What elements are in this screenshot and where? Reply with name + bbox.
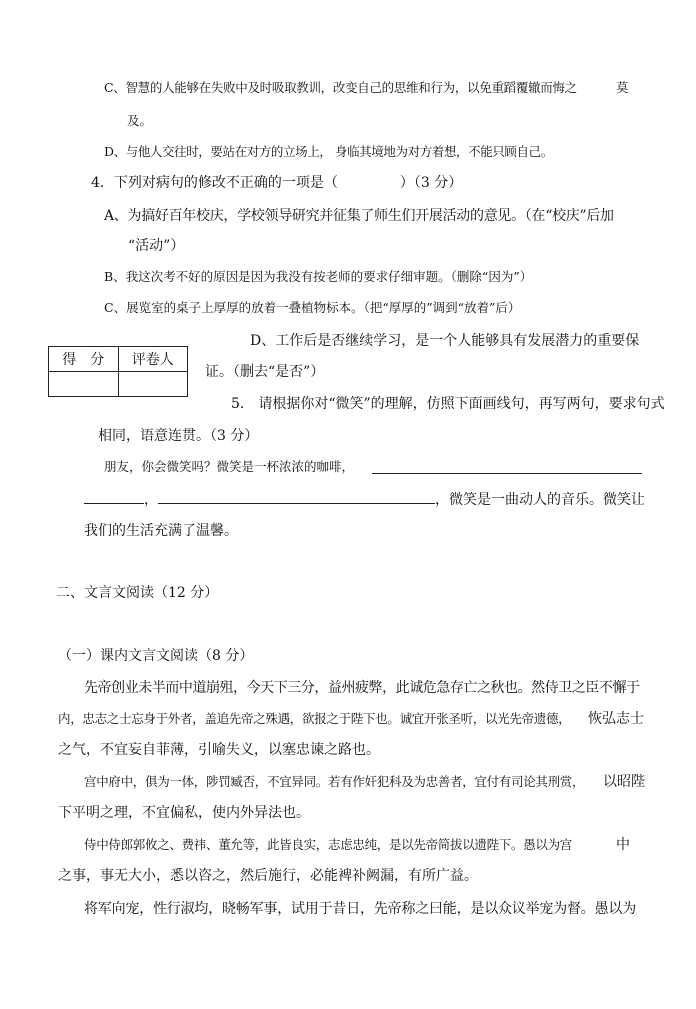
q4-option-d-line1: D、工作后是否继续学习，是一个人能够具有发展潜力的重要保 [250,333,640,349]
passage-p2-line1: 宫中府中，俱为一体，陟罚臧否，不宜异同。若有作奸犯科及为忠善者，宜付有司论其刑赏， [84,774,585,789]
q4-stem [91,176,462,190]
grader-cell[interactable] [118,372,188,397]
q5-answer-blank-3[interactable] [158,503,435,504]
passage-p1-line1: 先帝创业未半而中道崩殂，今天下三分，益州疲弊，此诚危急存亡之秋也。然侍卫之臣不懈于 [84,680,640,696]
q4-option-d-line2: 证。（删去“是否”） [205,364,325,380]
passage-p3-line2: 之事，事无大小，悉以咨之，然后施行，必能裨补阙漏，有所广益。 [58,868,478,884]
q5-example-end: 我们的生活充满了温馨。 [84,523,238,539]
passage-p1-line3: 之气，不宜妄自菲薄，引喻失义，以塞忠谏之路也。 [58,742,380,758]
q5-comma: ， [144,492,158,508]
q5-answer-blank-1[interactable] [372,473,642,474]
score-header: 得 分 [49,347,119,372]
q5-example-mid [84,493,645,507]
passage-p2-line2: 下平明之理，不宜偏私，使内外异法也。 [58,805,310,821]
q3-option-d: D、与他人交往时，要站在对方的立场上， 身临其境地为对方着想，不能只顾自己。 [104,144,553,159]
q4-option-a-line2: “活动”） [128,238,185,254]
q5-stem-line2: 相同，语意连贯。（3 分） [98,428,259,444]
q5-example-text: 朋友，你会微笑吗？微笑是一杯浓浓的咖啡， [104,459,355,474]
q4-option-a-line1: A、为搞好百年校庆，学校领导研究并征集了师生们开展活动的意见。（在“校庆”后加 [104,208,614,224]
q4-stem-text: 4．下列对病句的修改不正确的一项是（ [91,175,338,191]
score-cell[interactable] [49,372,119,397]
q3-option-c-line1: C、智慧的人能够在失败中及时吸取教训，改变自己的思维和行为，以免重蹈覆辙而悔之 [104,80,577,95]
passage-p4-line1: 将军向宠，性行淑均，晓畅军事，试用于昔日，先帝称之曰能，是以众议举宠为督。愚以为 [84,901,636,917]
q5-answer-blank-2[interactable] [84,503,144,504]
q4-stem-score: ）（3 分） [399,175,463,191]
q4-option-c: C、展览室的桌子上厚厚的放着一叠植物标本。（把“厚厚的”调到“放着”后） [104,300,521,315]
passage-p1-line2: 内，忠志之士忘身于外者，盖追先帝之殊遇，欲报之于陛下也。诚宜开张圣听，以光先帝遗德， [58,711,571,726]
section2-title: 二、文言文阅读（12 分） [56,585,219,601]
score-table [48,346,188,397]
q3-option-c-tail: 莫 [616,80,629,95]
q5-example-mid-text: ，微笑是一曲动人的音乐。微笑让 [435,492,645,508]
subsection1-title: （一）课内文言文阅读（8 分） [58,648,254,664]
passage-p1-line2-tail: 恢弘志士 [588,711,644,727]
q3-option-c-line2: 及。 [127,113,153,128]
q5-stem-line1: 5. 请根据你对“微笑”的理解，仿照下面画线句，再写两句，要求句式 [231,396,665,412]
grader-header: 评卷人 [118,347,188,372]
passage-p3-line1: 侍中侍郎郭攸之、费祎、董允等，此皆良实，志虑忠纯，是以先帝简拔以遗陛下。愚以为宫 [84,837,573,852]
passage-p2-line1-tail: 以昭陛 [603,774,645,790]
passage-p3-line1-tail: 中 [616,837,630,853]
q5-example-start [104,461,354,474]
q4-option-b: B、我这次考不好的原因是因为我没有按老师的要求仔细审题。（删除“因为”） [104,269,533,284]
